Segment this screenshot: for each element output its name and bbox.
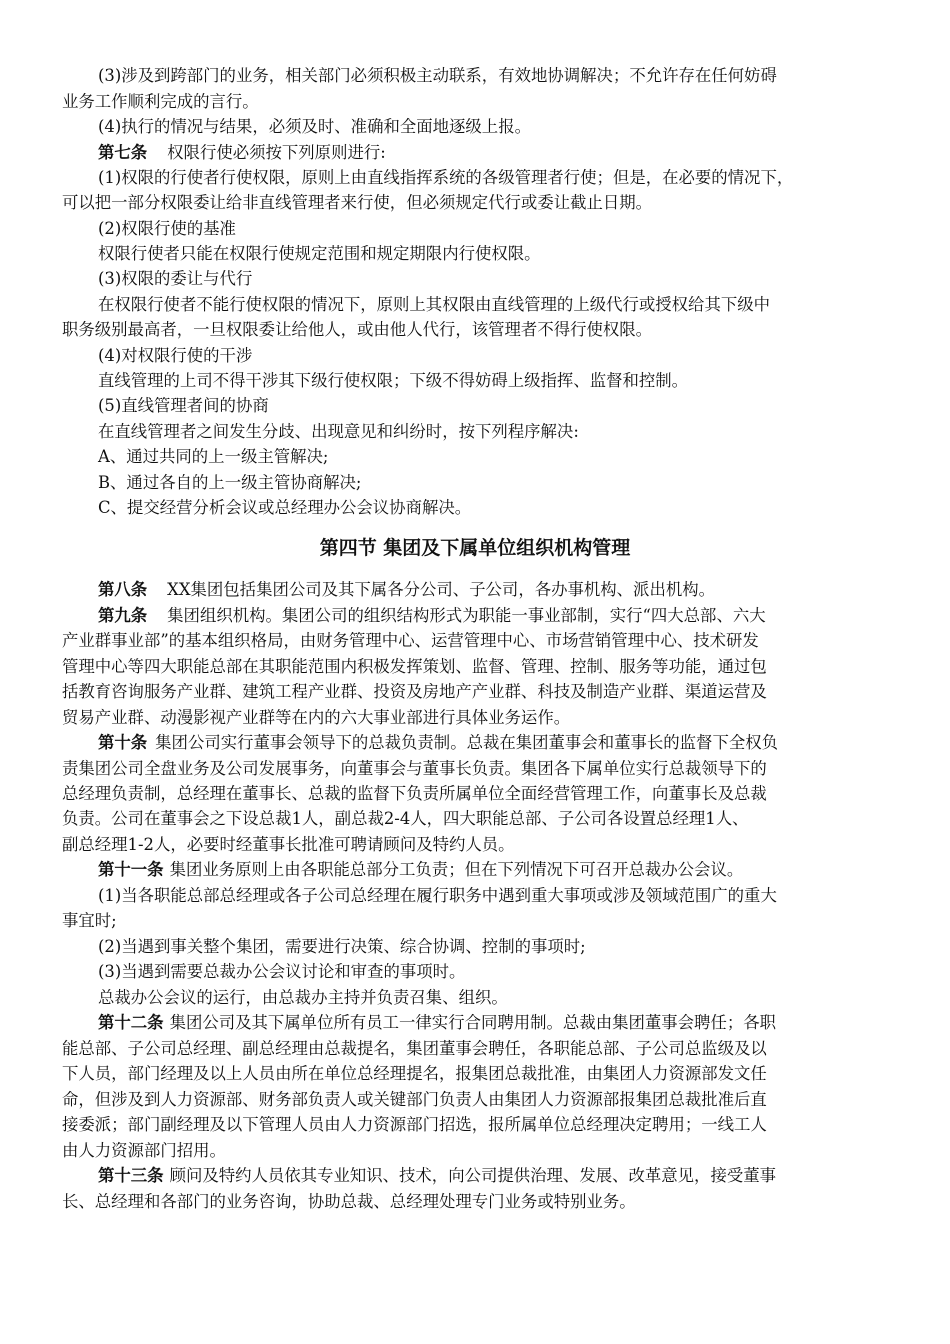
article-8 <box>98 578 715 602</box>
section-title: 第四节 集团及下属单位组织机构管理 <box>319 537 631 559</box>
article-label: 第十二条 <box>98 1013 164 1032</box>
article-label: 第八条 <box>98 580 148 599</box>
text-line: (1)当各职能总部总经理或各子公司总经理在履行职务中遇到重大事项或涉及领域范围广的重大 <box>98 886 777 905</box>
text-line: 可以把一部分权限委让给非直线管理者来行使，但必须规定代行或委让截止日期。 <box>62 193 653 212</box>
text-line: 业务工作顺利完成的言行。 <box>62 92 259 111</box>
text-line: 由人力资源部门招用。 <box>62 1141 226 1160</box>
article-label: 第十条 <box>98 733 148 752</box>
text-line: (3)涉及到跨部门的业务，相关部门必须积极主动联系，有效地协调解决；不允许存在任何妨碍 <box>98 66 777 85</box>
article-text: 顾问及特约人员依其专业知识、技术，向公司提供治理、发展、改革意见，接受董事 <box>169 1166 777 1185</box>
text-line: 副总经理1-2人，必要时经董事长批准可聘请顾问及特约人员。 <box>62 835 515 854</box>
text-line: 能总部、子公司总经理、副总经理由总裁提名，集团董事会聘任，各职能总部、子公司总监级及以 <box>62 1039 767 1058</box>
list-item: B、通过各自的上一级主管协商解决; <box>98 473 362 492</box>
text-line: (3)权限的委让与代行 <box>98 269 253 288</box>
article-label: 第十一条 <box>98 860 164 879</box>
text-line: (1)权限的行使者行使权限，原则上由直线指挥系统的各级管理者行使；但是，在必要的情况下， <box>98 168 794 187</box>
article-13 <box>98 1164 776 1188</box>
article-text: 集团公司及其下属单位所有员工一律实行合同聘用制。总裁由集团董事会聘任；各职 <box>169 1013 777 1032</box>
text-line: (2)当遇到事关整个集团，需要进行决策、综合协调、控制的事项时; <box>98 937 586 956</box>
article-10 <box>98 731 778 755</box>
article-label: 第十三条 <box>98 1166 164 1185</box>
text-line: 事宜时; <box>62 911 117 930</box>
text-line: 权限行使者只能在权限行使规定范围和规定期限内行使权限。 <box>98 244 541 263</box>
text-line: 职务级别最高者，一旦权限委让给他人，或由他人代行，该管理者不得行使权限。 <box>62 320 653 339</box>
text-line: 总经理负责制，总经理在董事长、总裁的监督下负责所属单位全面经营管理工作，向董事长及总裁 <box>62 784 767 803</box>
text-line: 贸易产业群、动漫影视产业群等在内的六大事业部进行具体业务运作。 <box>62 708 571 727</box>
article-text: 集团组织机构。集团公司的组织结构形式为职能一事业部制，实行“四大总部、六大 <box>167 606 766 625</box>
article-label: 第七条 <box>98 143 148 162</box>
text-line: 管理中心等四大职能总部在其职能范围内积极发挥策划、监督、管理、控制、服务等功能，通过包 <box>62 657 767 676</box>
article-11 <box>98 858 743 882</box>
text-line: 下人员，部门经理及以上人员由所在单位总经理提名，报集团总裁批准，由集团人力资源部发文任 <box>62 1064 767 1083</box>
article-12 <box>98 1011 776 1035</box>
text-line: (3)当遇到需要总裁办公会议讨论和审查的事项时。 <box>98 962 466 981</box>
text-line: 在权限行使者不能行使权限的情况下，原则上其权限由直线管理的上级代行或授权给其下级中 <box>98 295 771 314</box>
article-text: 集团业务原则上由各职能总部分工负责；但在下列情况下可召开总裁办公会议。 <box>169 860 744 879</box>
text-line: 命，但涉及到人力资源部、财务部负责人或关键部门负责人由集团人力资源部报集团总裁批准后直 <box>62 1090 767 1109</box>
text-line: (2)权限行使的基准 <box>98 219 236 238</box>
text-line: (4)对权限行使的干涉 <box>98 346 253 365</box>
text-line: (5)直线管理者间的协商 <box>98 396 269 415</box>
text-line: 负责。公司在董事会之下设总裁1人，副总裁2-4人，四大职能总部、子公司各设置总经理1人、 <box>62 809 749 828</box>
text-line: 总裁办公会议的运行，由总裁办主持并负责召集、组织。 <box>98 988 508 1007</box>
text-line: 在直线管理者之间发生分歧、出现意见和纠纷时，按下列程序解决: <box>98 422 579 441</box>
text-line: 接委派；部门副经理及以下管理人员由人力资源部门招选，报所属单位总经理决定聘用；一线工人 <box>62 1115 767 1134</box>
article-9 <box>98 604 766 628</box>
article-text: 权限行使必须按下列原则进行: <box>167 143 386 162</box>
text-line: (4)执行的情况与结果，必须及时、准确和全面地逐级上报。 <box>98 117 531 136</box>
article-label: 第九条 <box>98 606 148 625</box>
list-item: A、通过共同的上一级主管解决; <box>98 447 329 466</box>
article-text: 集团公司实行董事会领导下的总裁负责制。总裁在集团董事会和董事长的监督下全权负 <box>155 733 779 752</box>
text-line: 长、总经理和各部门的业务咨询，协助总裁、总经理处理专门业务或特别业务。 <box>62 1192 636 1211</box>
article-7 <box>98 141 386 165</box>
text-line: 直线管理的上司不得干涉其下级行使权限；下级不得妨碍上级指挥、监督和控制。 <box>98 371 689 390</box>
list-item: C、提交经营分析会议或总经理办公会议协商解决。 <box>98 498 472 517</box>
text-line: 产业群事业部”的基本组织格局，由财务管理中心、运营管理中心、市场营销管理中心、技术研发 <box>62 631 759 650</box>
article-text: XX集团包括集团公司及其下属各分公司、子公司，各办事机构、派出机构。 <box>167 580 716 599</box>
text-line: 责集团公司全盘业务及公司发展事务，向董事会与董事长负责。集团各下属单位实行总裁领导下的 <box>62 759 767 778</box>
text-line: 括教育咨询服务产业群、建筑工程产业群、投资及房地产产业群、科技及制造产业群、渠道运营及 <box>62 682 767 701</box>
